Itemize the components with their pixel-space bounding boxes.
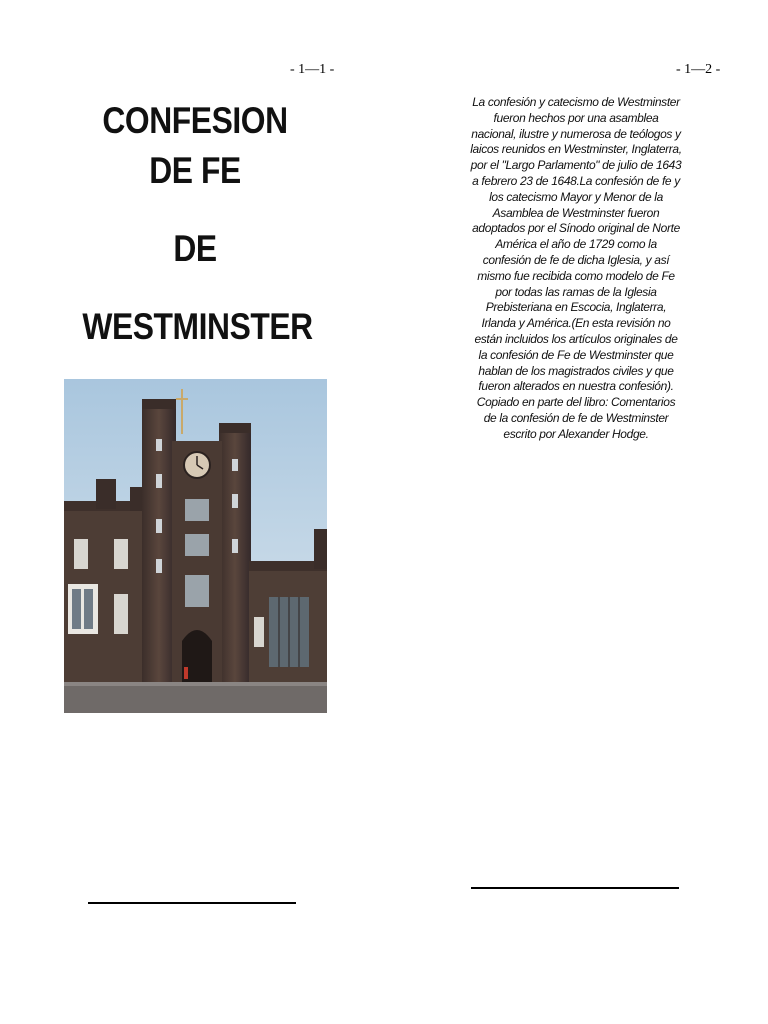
palace-photo <box>64 379 327 713</box>
page-number-left: - 1—1 - <box>290 62 335 77</box>
title-line-3: DE <box>173 228 217 269</box>
intro-paragraph: La confesión y catecismo de Westminster fueron hechos por una asamblea nacional, ilustre y numerosa de teólogos y laicos reunidos en Westminster, Inglaterra, por el "Largo Parlamento" de julio de 1643 a febrero 23 de 1648.La confesión de fe y los catecismo Mayor y Menor de la Asamblea de Westminster fueron adoptados por el Sínodo original de Norte América el año de 1729 como la confesión de fe de dicha Iglesia, y así mismo fue recibida como modelo de Fe por todas las ramas de la Iglesia Prebisteriana en Escocia, Inglaterra, Irlanda y América.(En esta revisión no están incluidos los artículos originales de la confesión de Fe de Westminster que hablan de los magistrados civiles y que fueron alterados en nuestra confesión). Copiado en parte del libro: Comentarios de la confesión de fe de Westminster escrito por Alexander Hodge. <box>470 95 682 441</box>
signature-line-right <box>471 887 679 889</box>
title-line-2: DE FE <box>149 150 241 191</box>
page-number-right: - 1—2 - <box>676 62 721 77</box>
title-line-1: CONFESION <box>102 100 288 141</box>
document-title <box>64 96 326 352</box>
signature-line-left <box>88 902 296 904</box>
title-line-4: WESTMINSTER <box>82 306 313 347</box>
